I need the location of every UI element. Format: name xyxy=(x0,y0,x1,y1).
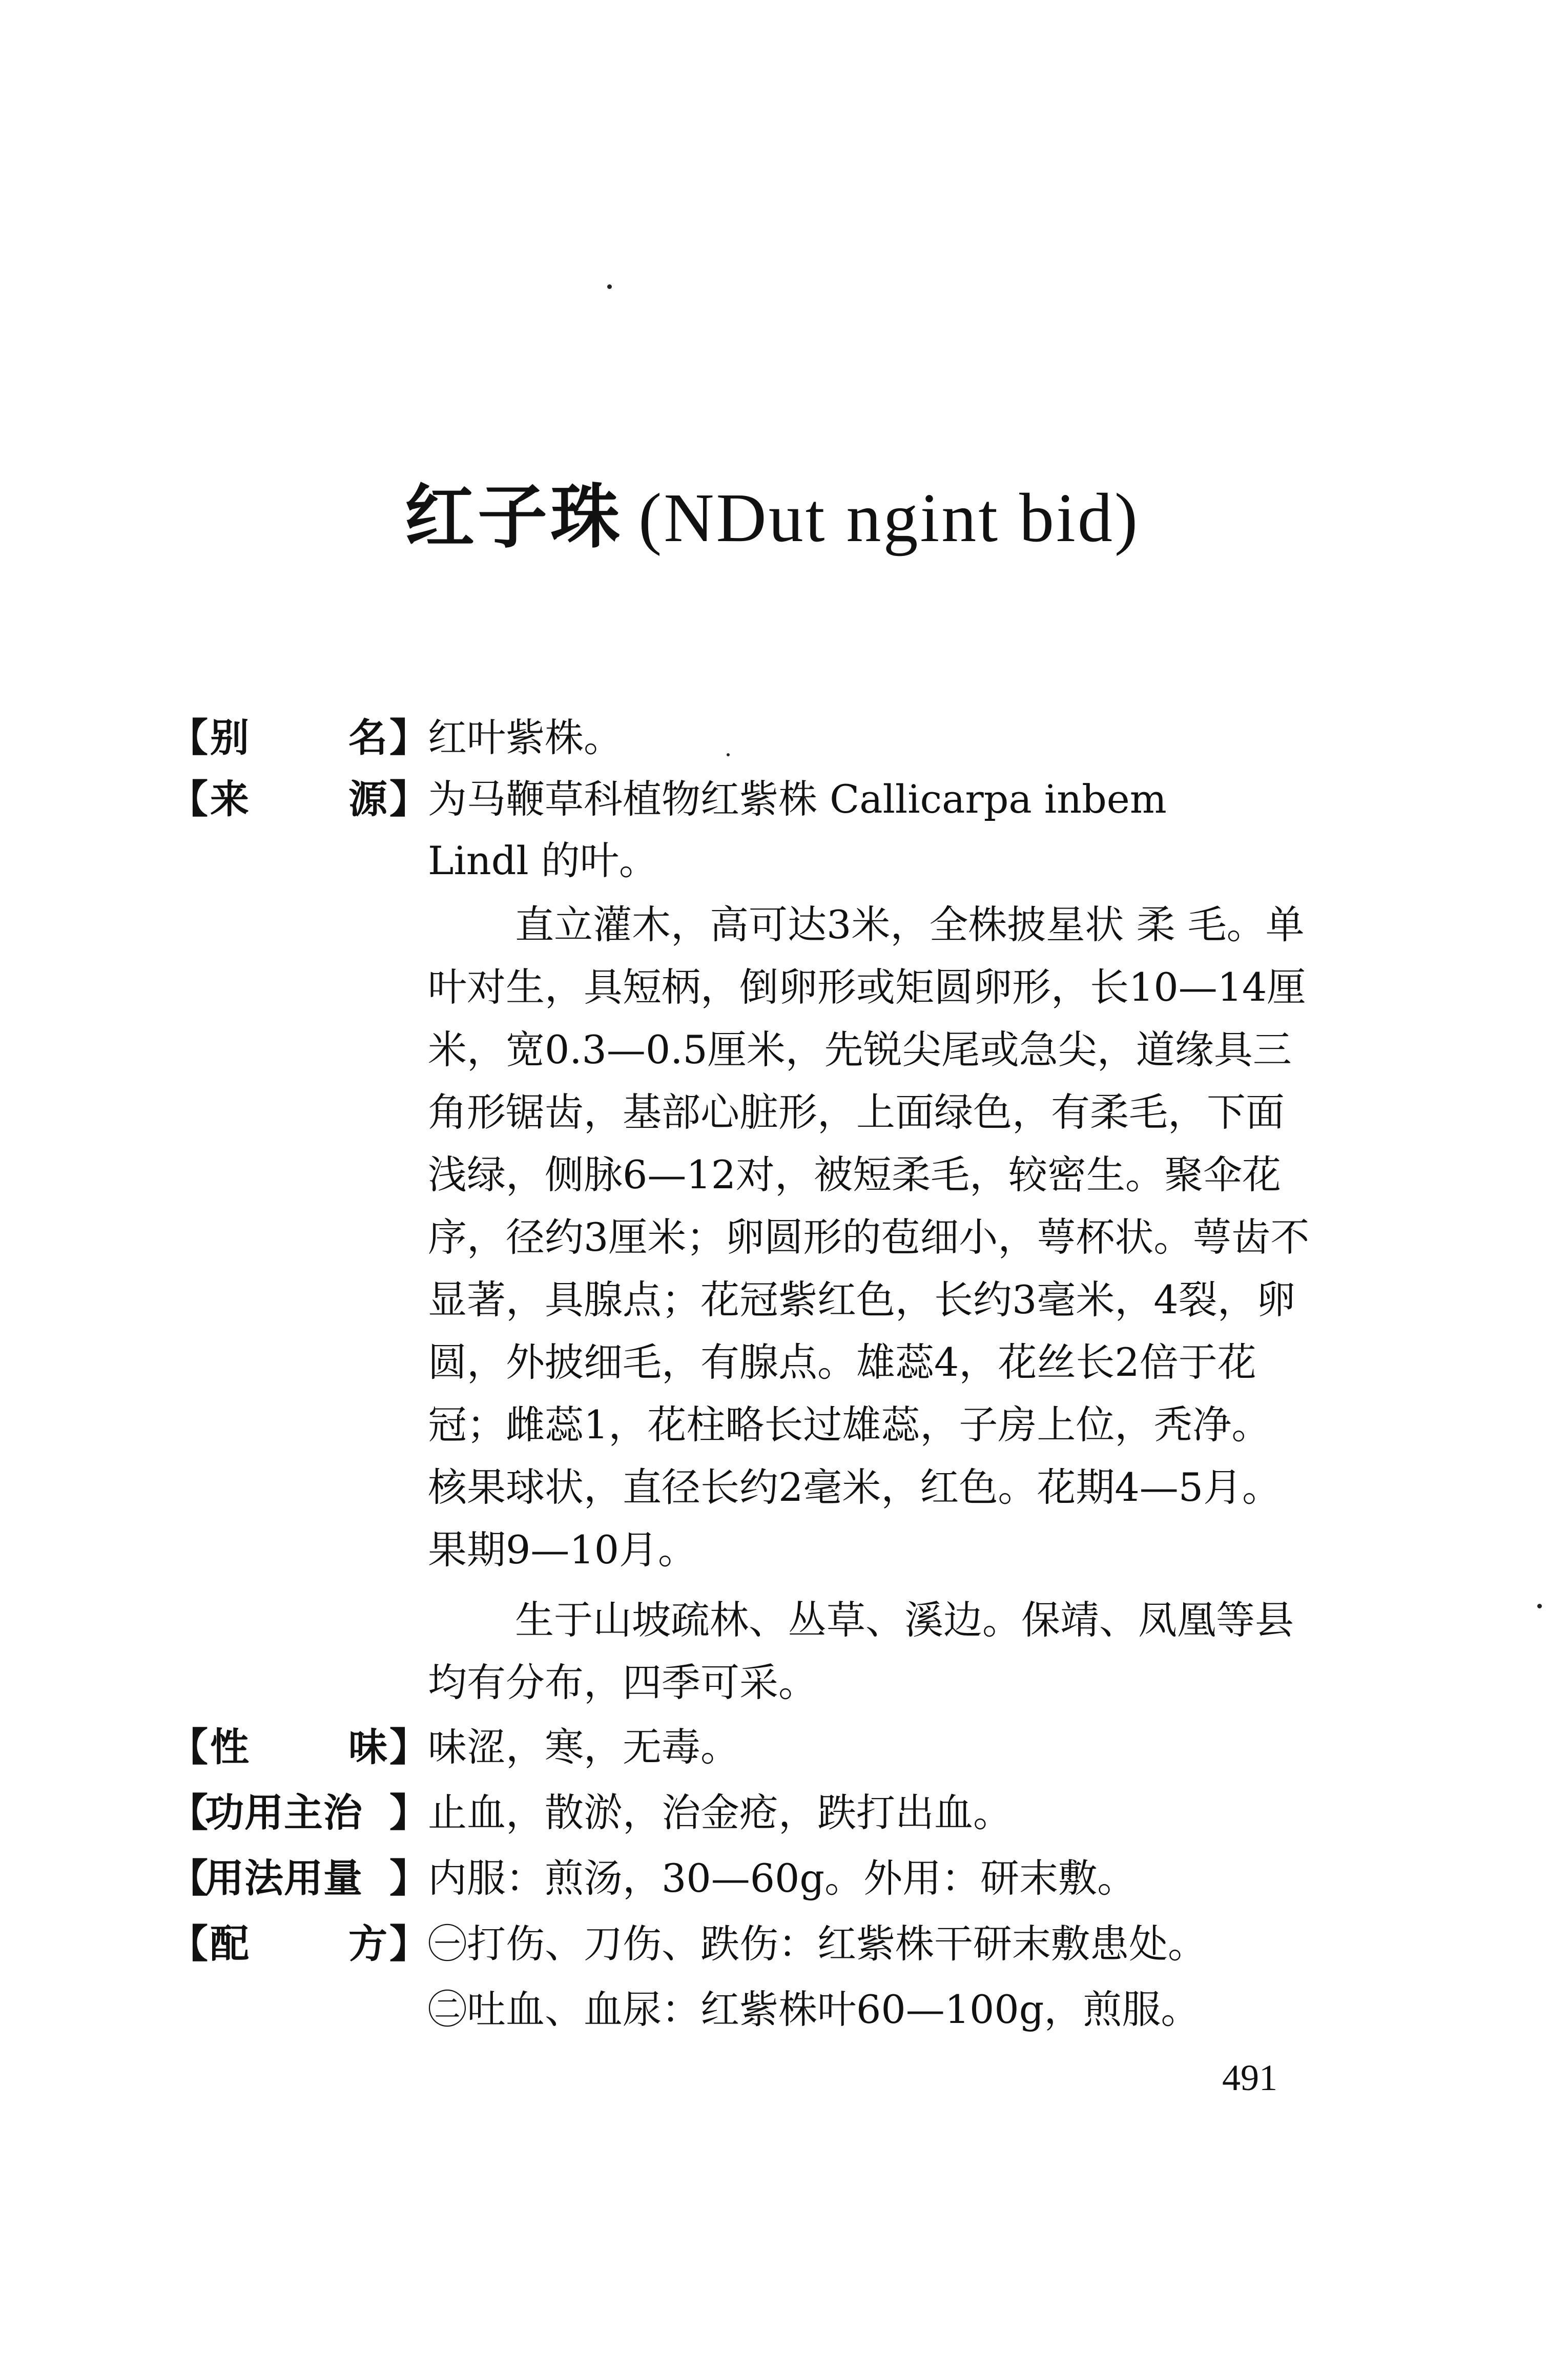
habitat-line: 均有分布，四季可采。 xyxy=(428,1660,817,1705)
function-label: 【 功用主治 】 xyxy=(169,1790,428,1835)
entry-title-latin: (NDut ngint bid) xyxy=(638,480,1140,556)
prescription-line: ㊀打伤、刀伤、跌伤：红紫株干研末敷患处。 xyxy=(428,1921,1207,1967)
entry-title-chinese: 红子珠 xyxy=(405,477,623,558)
print-speck xyxy=(727,753,730,756)
source-text-line: 为马鞭草科植物红紫株 Callicarpa inbem xyxy=(428,776,1167,822)
description-line: 显著，具腺点；花冠紫红色，长约3毫米，4裂，卵 xyxy=(428,1277,1295,1322)
alias-text: 红叶紫株。 xyxy=(428,715,623,760)
source-label: 【 来 源 】 xyxy=(169,776,428,822)
print-speck xyxy=(607,284,612,289)
description-line: 叶对生，具短柄，倒卵形或矩圆卵形，长10—14厘 xyxy=(428,964,1306,1010)
usage-text: 内服：煎汤，30—60g。外用：研末敷。 xyxy=(428,1855,1137,1901)
print-speck xyxy=(1537,1604,1542,1608)
description-line: 核果球状，直径长约2毫米，红色。花期4—5月。 xyxy=(428,1464,1282,1510)
alias-label: 【 别 名 】 xyxy=(169,715,428,760)
habitat-line: 生于山坡疏林、丛草、溪边。保靖、凤凰等县 xyxy=(515,1597,1294,1643)
prescription-line: ㊁吐血、血尿：红紫株叶60—100g，煎服。 xyxy=(428,1987,1200,2032)
description-line: 冠；雌蕊1，花柱略长过雄蕊，子房上位，秃净。 xyxy=(428,1402,1271,1448)
description-line: 角形锯齿，基部心脏形，上面绿色，有柔毛，下面 xyxy=(428,1089,1285,1135)
nature-label: 【 性 味 】 xyxy=(169,1724,428,1770)
page-number: 491 xyxy=(1222,2057,1277,2098)
description-line: 浅绿，侧脉6—12对，被短柔毛，较密生。聚伞花 xyxy=(428,1152,1282,1197)
entry-title xyxy=(405,477,1276,559)
function-text: 止血，散淤，治金疮，跌打出血。 xyxy=(428,1790,1012,1835)
description-line: 果期9—10月。 xyxy=(428,1527,697,1573)
description-line: 序，径约3厘米；卵圆形的苞细小，萼杯状。萼齿不 xyxy=(428,1214,1310,1260)
nature-text: 味涩，寒，无毒。 xyxy=(428,1724,739,1770)
description-line: 米，宽0.3—0.5厘米，先锐尖尾或急尖，道缘具三 xyxy=(428,1027,1292,1072)
description-line: 圆，外披细毛，有腺点。雄蕊4，花丝长2倍于花 xyxy=(428,1339,1256,1385)
source-text-line: Lindl 的叶。 xyxy=(428,838,658,883)
usage-label: 【 用法用量 】 xyxy=(169,1855,428,1901)
description-line: 直立灌木，高可达3米，全株披星状 柔 毛。单 xyxy=(515,902,1305,947)
prescription-label: 【 配 方 】 xyxy=(169,1921,428,1967)
